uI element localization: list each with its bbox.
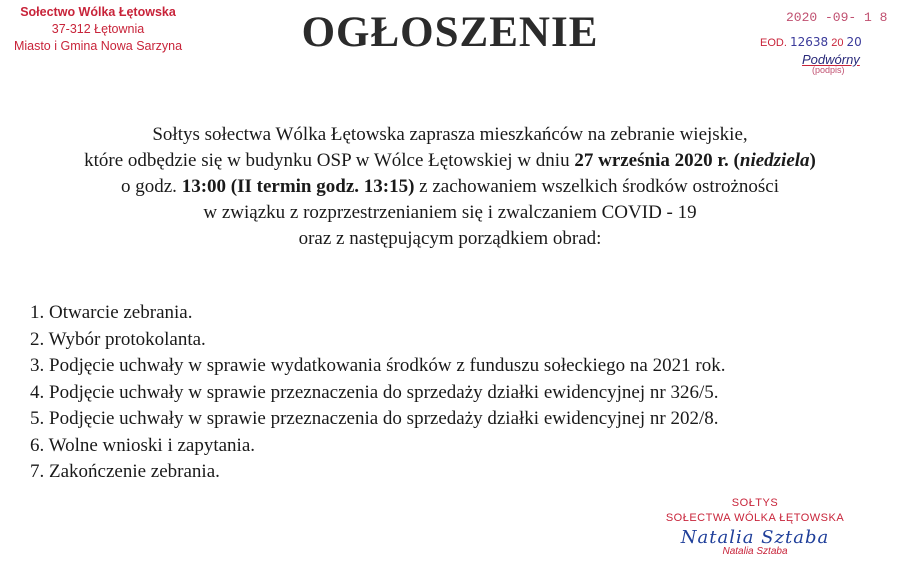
open-paren: ( — [733, 150, 740, 171]
agenda-item: 2. Wybór protokolanta. — [30, 328, 206, 350]
safety-note: z zachowaniem wszelkich środków ostrożności — [414, 176, 779, 197]
stamp-office-name: Sołectwo Wólka Łętowska — [20, 5, 176, 19]
meeting-weekday: niedziela — [739, 150, 810, 171]
registry-stamp — [760, 10, 890, 75]
intro-line-1: Sołtys sołectwa Wólka Łętowska zaprasza mieszkańców na zebranie wiejskie, — [152, 124, 748, 145]
agenda-item: 4. Podjęcie uchwały w sprawie przeznaczenia do sprzedaży działki ewidencyjnej nr 326/5. — [30, 381, 719, 403]
soltys-stamp — [640, 497, 870, 557]
soltys-subtitle: SOŁECTWA WÓLKA ŁĘTOWSKA — [665, 512, 845, 524]
signer-name: Natalia Sztaba — [722, 546, 788, 557]
page-title: OGŁOSZENIE — [301, 9, 599, 56]
soltys-title: SOŁTYS — [731, 497, 779, 509]
eod-label: EOD. — [760, 37, 787, 49]
time-prefix: o godz. — [121, 176, 182, 197]
agenda-item: 6. Wolne wnioski i zapytania. — [30, 434, 256, 456]
meeting-time: 13:00 (II termin godz. 13:15) — [181, 176, 415, 197]
year-suffix: 20 — [846, 35, 862, 49]
agenda-list — [30, 300, 725, 486]
announcement-body — [0, 122, 900, 252]
intro-line-2-text: które odbędzie się w budynku OSP w Wólce Łętowskiej w dniu — [84, 150, 575, 171]
stamp-municipality: Miasto i Gmina Nowa Sarzyna — [13, 39, 183, 53]
stamp-postal-address: 37-312 Łętownia — [51, 22, 145, 36]
received-date: 2020 -09- 1 8 — [786, 10, 888, 25]
intro-line-4: w związku z rozprzestrzenianiem się i zwalczaniem COVID - 19 — [203, 202, 697, 223]
agenda-item: 1. Otwarcie zebrania. — [30, 302, 193, 323]
signature-label: (podpis) — [812, 65, 845, 75]
meeting-date: 27 września 2020 r. — [574, 150, 729, 171]
registry-number-row — [760, 35, 890, 49]
year-prefix: 20 — [831, 37, 844, 49]
agenda-item: 5. Podjęcie uchwały w sprawie przeznaczenia do sprzedaży działki ewidencyjnej nr 202/8. — [30, 408, 719, 429]
intro-line-3 — [0, 174, 900, 200]
eod-number: 12638 — [789, 35, 829, 49]
handwritten-signature: Natalia Sztaba — [680, 527, 830, 548]
agenda-item: 7. Zakończenie zebrania. — [30, 461, 220, 482]
handwritten-name: Podwórny — [802, 52, 860, 67]
agenda-item: 3. Podjęcie uchwały w sprawie wydatkowania środków z funduszu sołeckiego na 2021 rok. — [30, 355, 726, 376]
close-paren: ) — [809, 150, 816, 171]
intro-line-2 — [0, 148, 900, 174]
intro-line-5: oraz z następującym porządkiem obrad: — [298, 228, 602, 249]
